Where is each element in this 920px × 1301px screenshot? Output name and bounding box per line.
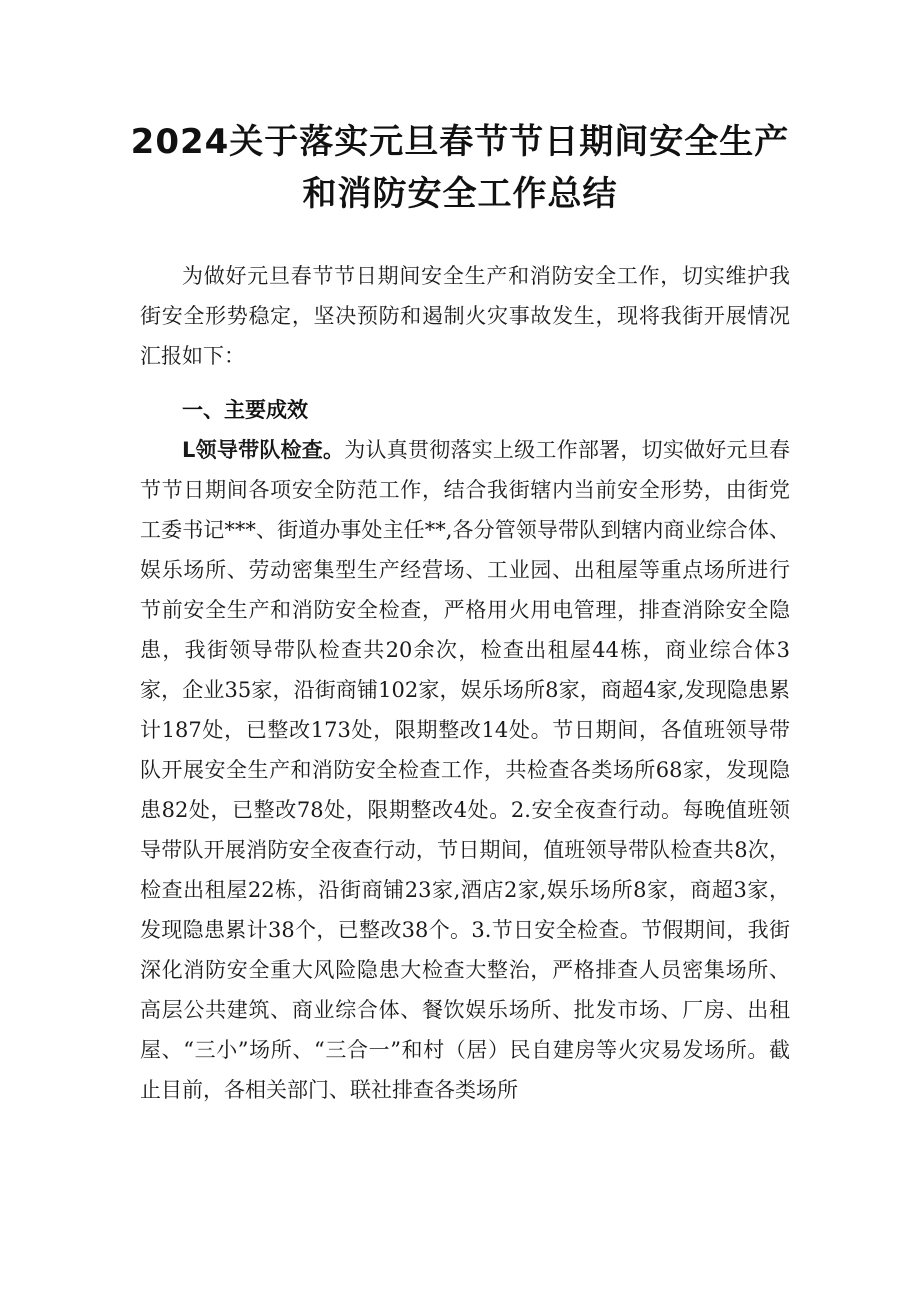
- body-paragraph: [140, 430, 790, 1110]
- body-paragraph-text: 为认真贯彻落实上级工作部署，切实做好元旦春节节日期间各项安全防范工作，结合我街辖内当前安全形势，由街党工委书记***、街道办事处主任**,各分管领导带队到辖内商业综合体、娱乐场所、劳动密集型生产经营场、工业园、出租屋等重点场所进行节前安全生产和消防安全检查，严格用火用电管理，排查消除安全隐患，我街领导带队检查共20余次，检查出租屋44栋，商业综合体3家，企业35家，沿街商铺102家，娱乐场所8家，商超4家,发现隐患累计187处，已整改173处，限期整改14处。节日期间，各值班领导带队开展安全生产和消防安全检查工作，共检查各类场所68家，发现隐患82处，已整改78处，限期整改4处。2.安全夜查行动。每晚值班领导带队开展消防安全夜查行动，节日期间，值班领导带队检查共8次，检查出租屋22栋，沿街商铺23家,酒店2家,娱乐场所8家，商超3家，发现隐患累计38个，已整改38个。3.节日安全检查。节假期间，我街深化消防安全重大风险隐患大检查大整治，严格排查人员密集场所、高层公共建筑、商业综合体、餐饮娱乐场所、批发市场、厂房、出租屋、“三小”场所、“三合一”和村（居）民自建房等火灾易发场所。截止目前，各相关部门、联社排查各类场所: [140, 438, 791, 1102]
- document-title-line-1: 2024关于落实元旦春节节日期间安全生产: [130, 122, 790, 162]
- intro-paragraph: 为做好元旦春节节日期间安全生产和消防安全工作，切实维护我街安全形势稳定，坚决预防和遏制火灾事故发生，现将我街开展情况汇报如下：: [140, 264, 790, 368]
- document-title-line-2: 和消防安全工作总结: [302, 174, 618, 214]
- section-heading-main-results: 一、主要成效: [182, 398, 308, 422]
- subheading-leader-inspection: L领导带队检查。: [182, 438, 345, 462]
